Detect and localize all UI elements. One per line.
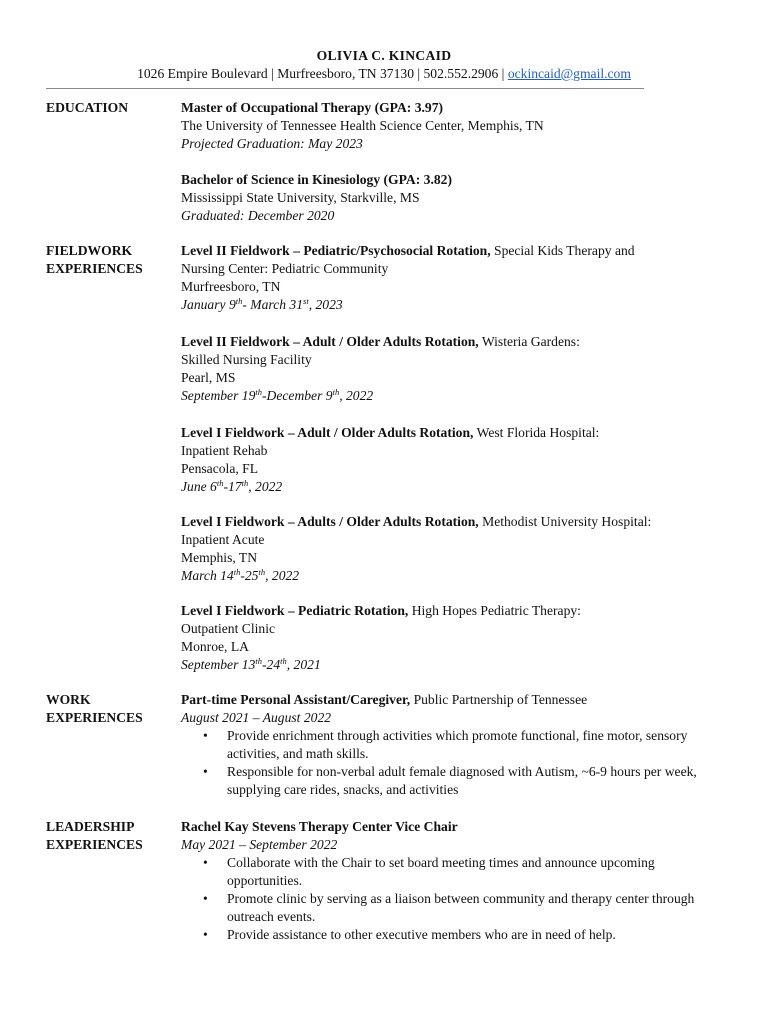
education-date: Projected Graduation: May 2023 [181,136,363,151]
date-part: September 13 [181,657,256,672]
job-title: Part-time Personal Assistant/Caregiver, [181,692,411,707]
date-ordinal: th [258,567,266,577]
bullet-item: • Provide enrichment through activities which promote functional, fine motor, sensory activities, and math skills. [181,727,717,763]
date-ordinal: th [255,656,262,666]
bullet-item: • Collaborate with the Chair to set board meeting times and announce upcoming opportunities. [181,854,717,890]
education-date: Graduated: December 2020 [181,208,335,223]
date-part: September 19 [181,388,256,403]
date-ordinal: th [280,656,287,666]
employer: Public Partnership of Tennessee [410,692,588,707]
fieldwork-location: Memphis, TN [181,550,258,565]
section-label-line: EXPERIENCES [46,837,143,852]
fieldwork-date [181,478,741,496]
date-ordinal: th [216,478,224,488]
date-part: -December 9 [262,388,333,403]
fieldwork-org: High Hopes Pediatric Therapy: [408,603,581,618]
date-part: , 2022 [339,388,374,403]
candidate-name: OLIVIA C. KINCAID [316,48,452,63]
date-ordinal: th [233,567,241,577]
fieldwork-date [181,296,741,314]
date-ordinal: th [332,387,340,397]
email-link[interactable]: ockincaid@gmail.com [507,66,631,81]
date-part: , 2022 [265,568,300,583]
section-label-line: LEADERSHIP [46,819,135,834]
section-label-fieldwork [46,242,176,278]
fieldwork-location: Monroe, LA [181,639,249,654]
fieldwork-org: West Florida Hospital: [473,425,600,440]
date-ordinal: st [303,296,309,306]
fieldwork-title: Level I Fieldwork – Adult / Older Adults Rotation, [181,425,474,440]
date-part: , 2021 [286,657,321,672]
date-part: -25 [240,568,259,583]
fieldwork-entry [181,602,741,674]
fieldwork-date [181,567,741,585]
contact-details: 1026 Empire Boulevard | Murfreesboro, TN 37130 | 502.552.2906 | [137,66,508,81]
date-part: March 14 [181,568,234,583]
date-part: January 9 [181,297,236,312]
date-ordinal: th [235,296,243,306]
fieldwork-setting: Inpatient Rehab [181,443,268,458]
fieldwork-location: Pensacola, FL [181,461,259,476]
date-part: , 2023 [308,297,343,312]
fieldwork-entry [181,513,741,585]
date-ordinal: th [241,478,249,488]
fieldwork-title: Level I Fieldwork – Pediatric Rotation, [181,603,409,618]
work-entry [181,691,741,799]
leadership-date: May 2021 – September 2022 [181,837,338,852]
leadership-title: Rachel Kay Stevens Therapy Center Vice Chair [181,819,458,834]
fieldwork-location: Murfreesboro, TN [181,279,281,294]
job-bullets [181,727,741,799]
date-part: -17 [223,479,242,494]
school-name: The University of Tennessee Health Science Center, Memphis, TN [181,118,544,133]
date-part: -24 [262,657,281,672]
job-date: August 2021 – August 2022 [181,710,332,725]
education-entry [181,171,741,225]
date-part: - March 31 [242,297,304,312]
section-label-line: WORK [46,692,91,707]
fieldwork-setting: Inpatient Acute [181,532,265,547]
fieldwork-setting: Skilled Nursing Facility [181,352,312,367]
date-part: , 2022 [248,479,283,494]
fieldwork-date [181,656,741,674]
degree-title: Bachelor of Science in Kinesiology (GPA: 3.82) [181,172,452,187]
fieldwork-org: Wisteria Gardens: [478,334,580,349]
fieldwork-location: Pearl, MS [181,370,236,385]
header-divider [46,88,644,89]
fieldwork-entry [181,242,741,314]
fieldwork-setting: Outpatient Clinic [181,621,276,636]
fieldwork-entry [181,333,741,405]
fieldwork-entry [181,424,741,496]
fieldwork-org: Methodist University Hospital: [478,514,652,529]
leadership-entry [181,818,741,944]
section-label-line: EXPERIENCES [46,261,143,276]
section-label-line: FIELDWORK [46,243,133,258]
fieldwork-title: Level II Fieldwork – Adult / Older Adults Rotation, [181,334,479,349]
contact-line [0,65,768,83]
education-entry [181,99,741,153]
fieldwork-title: Level II Fieldwork – Pediatric/Psychosocial Rotation, [181,243,491,258]
bullet-item: • Promote clinic by serving as a liaison between community and therapy center through outreach events. [181,890,717,926]
bullet-item: • Responsible for non-verbal adult female diagnosed with Autism, ~6-9 hours per week, supplying care rides, snacks, and activities [181,763,717,799]
bullet-item: • Provide assistance to other executive members who are in need of help. [181,926,717,944]
section-label-work [46,691,176,727]
fieldwork-date [181,387,741,405]
section-label-line: EXPERIENCES [46,710,143,725]
leadership-bullets [181,854,741,944]
fieldwork-setting: Nursing Center: Pediatric Community [181,261,389,276]
fieldwork-title: Level I Fieldwork – Adults / Older Adults Rotation, [181,514,479,529]
school-name: Mississippi State University, Starkville, MS [181,190,420,205]
date-ordinal: th [255,387,262,397]
section-label-leadership [46,818,176,854]
fieldwork-org: Special Kids Therapy and [490,243,635,258]
section-label-education: EDUCATION [46,100,129,115]
degree-title: Master of Occupational Therapy (GPA: 3.97) [181,100,444,115]
date-part: June 6 [181,479,217,494]
